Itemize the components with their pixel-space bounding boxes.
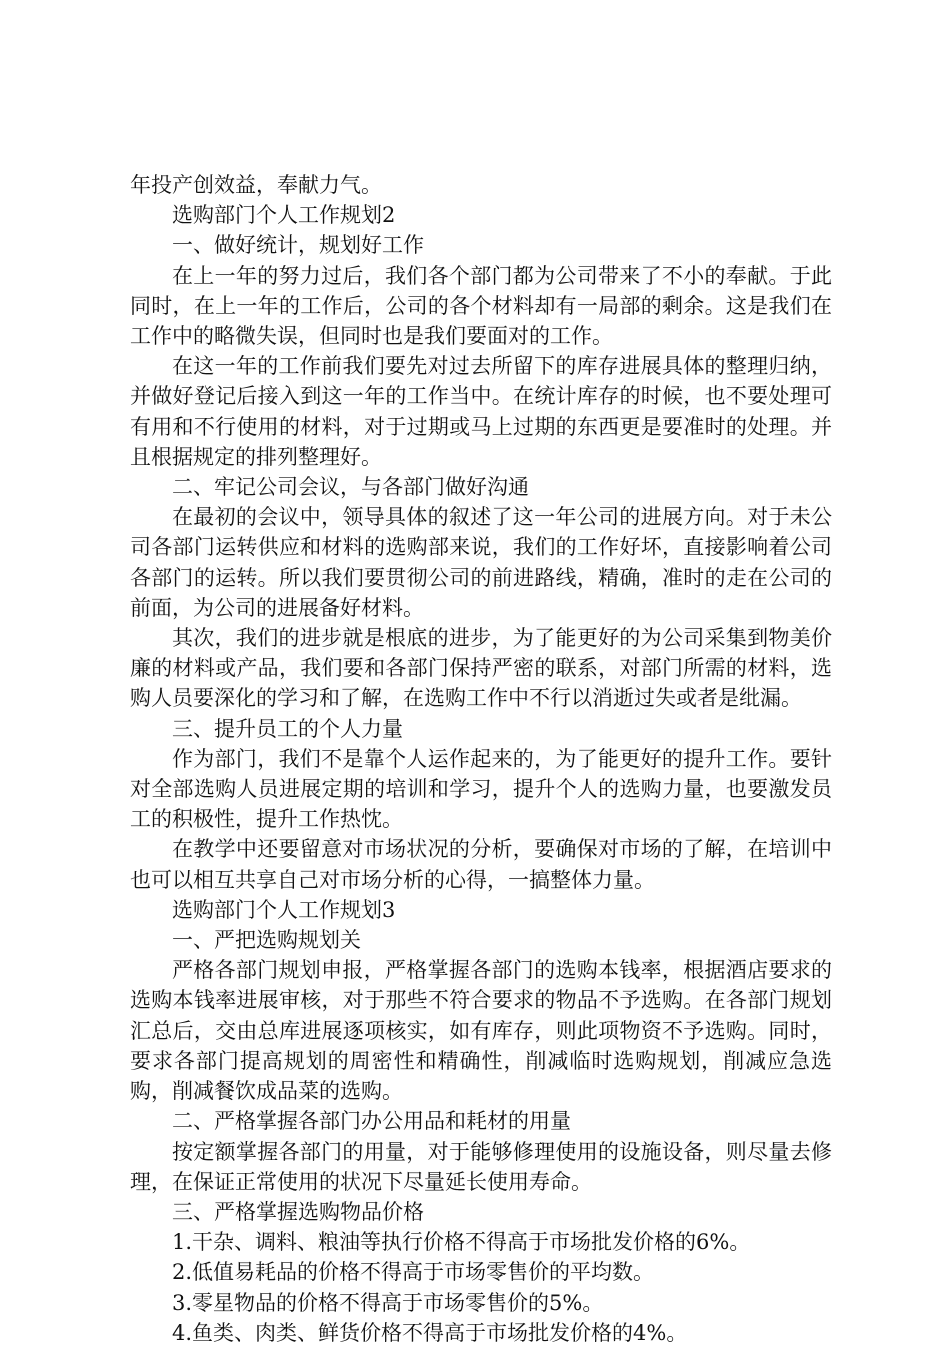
paragraph: 按定额掌握各部门的用量，对于能够修理使用的设施设备，则尽量去修理，在保证正常使用的状况下尽量延长使用寿命。 [130,1139,832,1194]
document-body [130,170,832,1348]
paragraph: 在这一年的工作前我们要先对过去所留下的库存进展具体的整理归纳，并做好登记后接入到这一年的工作当中。在统计库存的时候，也不要处理可有用和不行使用的材料，对于过期或马上过期的东西更是要准时的处理。并且根据规定的排列整理好。 [130,354,832,469]
paragraph: 2.低值易耗品的价格不得高于市场零售价的平均数。 [172,1260,655,1285]
paragraph: 二、严格掌握各部门办公用品和耗材的用量 [172,1109,571,1134]
paragraph: 一、严把选购规划关 [172,928,361,953]
paragraph: 作为部门，我们不是靠个人运作起来的，为了能更好的提升工作。要针对全部选购人员进展定期的培训和学习，提升个人的选购力量，也要激发员工的积极性，提升工作热忱。 [130,746,832,832]
paragraph: 3.零星物品的价格不得高于市场零售价的5%。 [172,1290,604,1315]
paragraph: 三、严格掌握选购物品价格 [172,1199,424,1224]
paragraph: 其次，我们的进步就是根底的进步，为了能更好的为公司采集到物美价廉的材料或产品，我们要和各部门保持严密的联系，对部门所需的材料，选购人员要深化的学习和了解，在选购工作中不行以消逝过失或者是纰漏。 [130,626,832,711]
paragraph: 选购部门个人工作规划2 [172,203,396,228]
paragraph: 二、牢记公司会议，与各部门做好沟通 [172,475,529,500]
paragraph: 三、提升员工的个人力量 [172,716,403,741]
paragraph: 严格各部门规划申报，严格掌握各部门的选购本钱率，根据酒店要求的选购本钱率进展审核，对于那些不符合要求的物品不予选购。在各部门规划汇总后，交由总库进展逐项核实，如有库存，则此项物资不予选购。同时，要求各部门提高规划的周密性和精确性，削减临时选购规划，削减应急选购，削减餐饮成品菜的选购。 [130,958,832,1104]
paragraph: 1.干杂、调料、粮油等执行价格不得高于市场批发价格的6%。 [172,1230,751,1255]
paragraph: 选购部门个人工作规划3 [172,897,396,922]
paragraph: 在教学中还要留意对市场状况的分析，要确保对市场的了解，在培训中也可以相互共享自己对市场分析的心得，一搞整体力量。 [130,837,832,892]
paragraph: 年投产创效益，奉献力气。 [130,173,382,197]
paragraph: 在上一年的努力过后，我们各个部门都为公司带来了不小的奉献。于此同时，在上一年的工作后，公司的各个材料却有一局部的剩余。这是我们在工作中的略微失误，但同时也是我们要面对的工作。 [130,263,832,349]
paragraph: 4.鱼类、肉类、鲜货价格不得高于市场批发价格的4%。 [172,1320,688,1345]
paragraph: 在最初的会议中，领导具体的叙述了这一年公司的进展方向。对于未公司各部门运转供应和材料的选购部来说，我们的工作好坏，直接影响着公司各部门的运转。所以我们要贯彻公司的前进路线，精确，准时的走在公司的前面，为公司的进展备好材料。 [130,505,832,620]
paragraph: 一、做好统计，规划好工作 [172,233,424,258]
